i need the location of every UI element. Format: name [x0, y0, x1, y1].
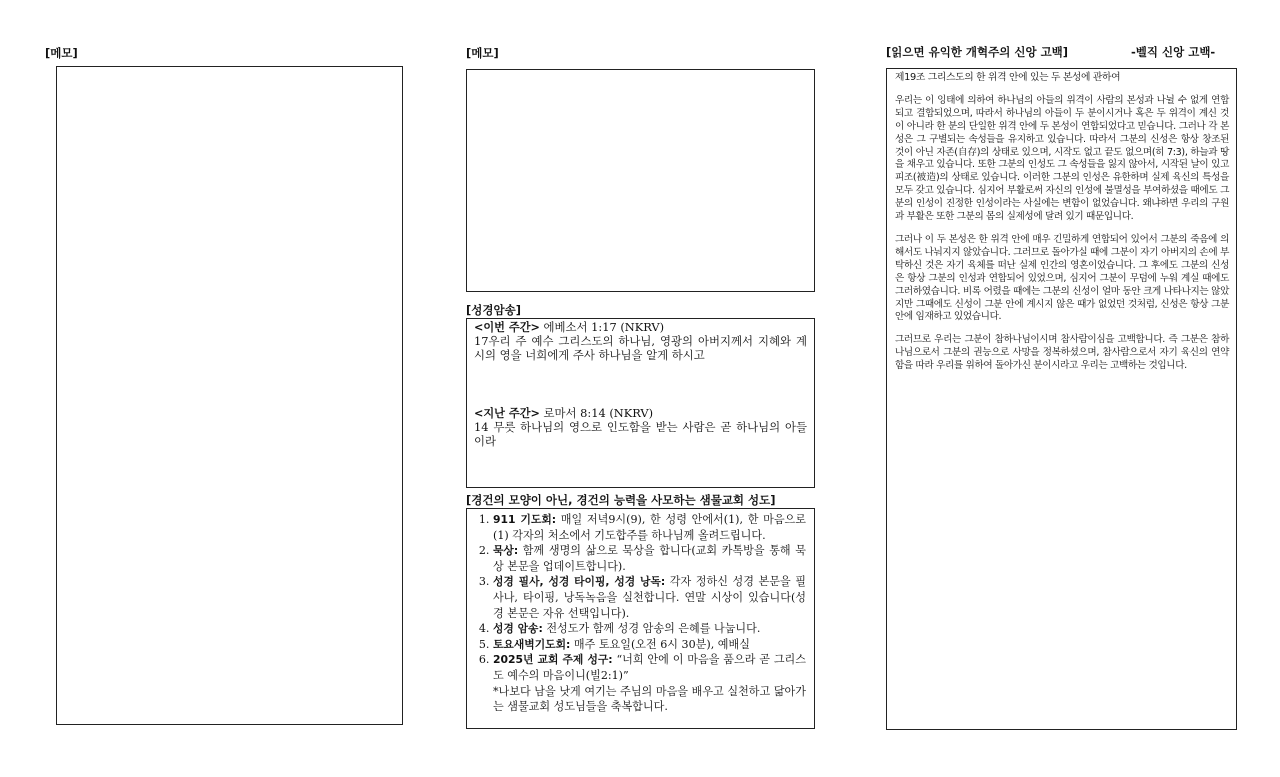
guide-item-title: 성경 필사, 성경 타이핑, 성경 낭독:	[493, 575, 666, 589]
confession-subtitle: -벨직 신앙 고백-	[1131, 45, 1216, 59]
guide-item-title: 성경 암송:	[493, 622, 543, 636]
guide-item-note: *나보다 남을 낫게 여기는 주님의 마음을 배우고 실천하고 닮아가는 샘물교회 성도님들을 축복합니다.	[493, 684, 806, 714]
this-week-ref: 에베소서 1:17 (NKRV)	[543, 320, 665, 334]
confession-title: [읽으면 유익한 개혁주의 신앙 고백]	[886, 45, 1069, 59]
guide-item-text: 매일 저녁9시(9), 한 성령 안에서(1), 한 마음으로(1) 각자의 처소에서 기도합주를 하나님께 올려드립니다.	[493, 513, 806, 542]
guide-list	[473, 512, 806, 715]
guide-item-title: 묵상:	[493, 544, 519, 558]
guide-box	[466, 508, 815, 729]
guide-item-text: 전성도가 함께 성경 암송의 은혜를 나눕니다.	[542, 622, 761, 636]
guide-item-text: 각자 정하신 성경 본문을 필사나, 타이핑, 낭독녹음을 실천합니다. 연말 시상이 있습니다(성경 본문은 자유 선택입니다).	[493, 575, 807, 620]
guide-item	[493, 637, 806, 653]
guide-item-text: “너희 안에 이 마음을 품으라 곧 그리스도 예수의 마음이니(빌2:1)”	[493, 653, 806, 682]
confession-paragraph: 우리는 이 잉태에 의하여 하나님의 아들의 위격이 사람의 본성과 나뉠 수 없게 연합되고 결합되었으며, 따라서 하나님의 아들이 두 분이시거나 혹은 두 위격이 계신 것이 아니라 한 분의 단일한 위격 안에 두 본성이 연합되었다고 믿습니다. 그러나 각 본성은 그 구별되는 속성들을 유지하고 있습니다. 따라서 그분의 신성은 항상 창조된 것이 아닌 자존(自存)의 상태로 있으며, 시작도 없고 끝도 없으며(히 7:3), 하늘과 땅을 채우고 있습니다. 또한 그분의 인성도 그 속성들을 잃지 않아서, 시작된 날이 있고 피조(被造)의 상태로 있습니다. 이러한 그분의 인성은 유한하며 실제 육신의 특성을 모두 갖고 있습니다. 심지어 부활로써 자신의 인성에 불멸성을 부여하셨을 때에도 그분의 인성이 진정한 인성이라는 사실에는 변함이 없었습니다. 왜냐하면 우리의 구원과 부활은 또한 그분의 몸의 실제성에 달려 있기 때문입니다.	[895, 94, 1229, 223]
guide-item-title: 911 기도회:	[493, 513, 557, 526]
guide-item-title: 2025년 교회 주제 성구:	[493, 653, 613, 667]
guide-item	[493, 621, 806, 637]
guide-label: [경건의 모양이 아닌, 경건의 능력을 사모하는 샘물교회 성도]	[466, 493, 776, 507]
memo-left-label: [메모]	[45, 46, 78, 60]
this-week-tag: <이번 주간>	[474, 321, 540, 334]
guide-item	[493, 652, 806, 714]
last-week-ref: 로마서 8:14 (NKRV)	[543, 406, 654, 421]
this-week-verse: 17우리 주 예수 그리스도의 하나님, 영광의 아버지께서 지혜와 계시의 영을 너희에게 주사 하나님을 알게 하시고	[474, 333, 807, 362]
this-week-heading	[474, 321, 807, 335]
last-week-heading	[474, 407, 807, 421]
memo-left-box	[56, 66, 403, 725]
memo-middle-box	[466, 69, 815, 292]
guide-item-text: 매주 토요일(오전 6시 30분), 예배실	[570, 637, 750, 651]
confession-paragraph: 그러므로 우리는 그분이 참하나님이시며 참사람이심을 고백합니다. 즉 그분은 참하나님으로서 그분의 권능으로 사망을 정복하셨으며, 참사람으로서 자기 육신의 연약함을 따라 우리를 위하여 돌아가신 분이시라고 우리는 고백하는 것입니다.	[895, 334, 1229, 372]
confession-paragraph: 그러나 이 두 본성은 한 위격 안에 매우 긴밀하게 연합되어 있어서 그분의 죽음에 의해서도 나눠지지 않았습니다. 그러므로 돌아가실 때에 그분이 자기 아버지의 손에 부탁하신 것은 자기 육체를 떠난 실제 인간의 영혼이었습니다. 그 후에도 그분의 신성은 항상 그분의 인성과 연합되어 있었으며, 심지어 그분이 무덤에 누워 계실 때에도 그러하였습니다. 비록 어렸을 때에는 그분의 신성이 얼마 동안 크게 나타나지는 않았지만 그때에도 신성이 그분 안에 계시지 않은 때가 없었던 것처럼, 신성은 항상 그분 안에 임재하고 있었습니다.	[895, 233, 1229, 323]
confession-box	[886, 68, 1237, 730]
guide-item	[493, 574, 806, 621]
scripture-label: [성경암송]	[466, 303, 521, 317]
last-week-tag: <지난 주간>	[474, 407, 540, 421]
last-week-verse: 14 무릇 하나님의 영으로 인도함을 받는 사람은 곧 하나님의 아들이라	[474, 420, 807, 448]
guide-item-title: 토요새벽기도회:	[493, 637, 571, 651]
guide-item	[493, 512, 806, 543]
guide-item-text: 함께 생명의 삶으로 묵상을 합니다(교회 카톡방을 통해 묵상 본문을 업데이트합니다).	[493, 544, 806, 573]
confession-article-title: 제19조 그리스도의 한 위격 안에 있는 두 본성에 관하여	[895, 72, 1121, 83]
memo-middle-label: [메모]	[466, 46, 499, 60]
scripture-box	[466, 318, 815, 488]
guide-item	[493, 543, 806, 574]
